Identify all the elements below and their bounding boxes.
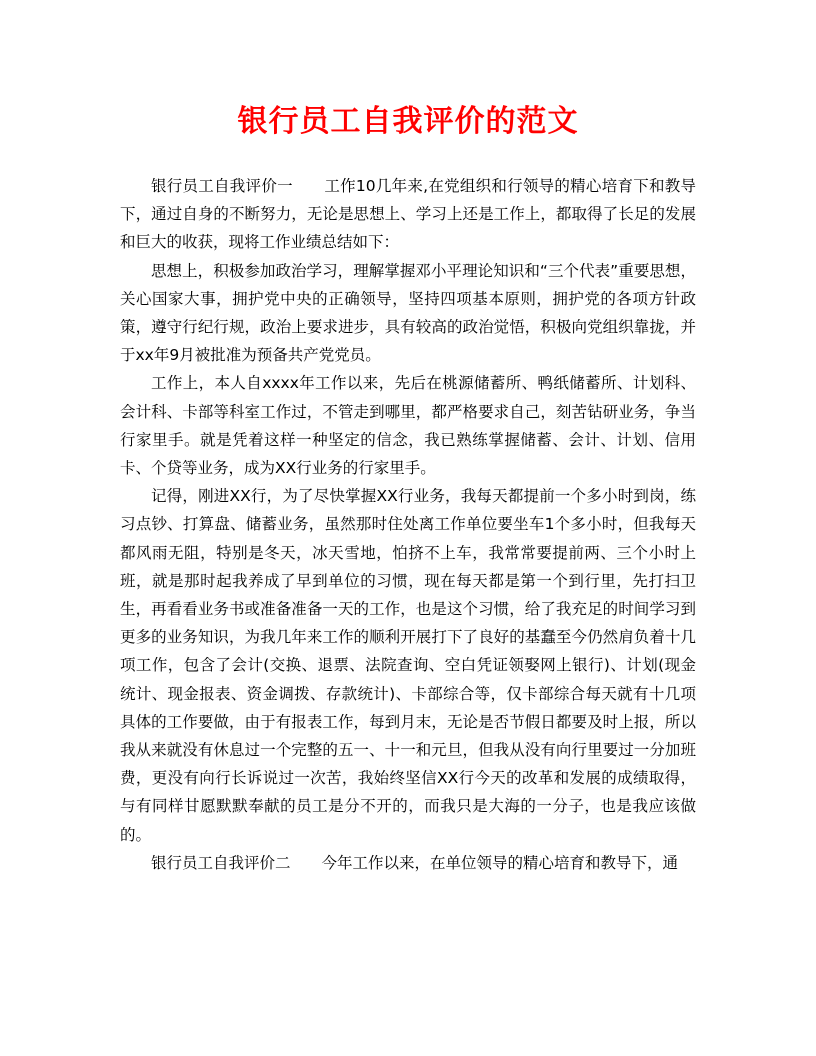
- paragraph-intro-1: 银行员工自我评价一 工作10几年来,在党组织和行领导的精心培育下和教导下，通过自身的不断努力，无论是思想上、学习上还是工作上，都取得了长足的发展和巨大的收获，现将工作业绩总结如下：: [120, 177, 696, 252]
- document-title: 银行员工自我评价的范文: [237, 104, 579, 139]
- paragraph-intro-2: 银行员工自我评价二 今年工作以来，在单位领导的精心培育和教导下，通: [151, 853, 679, 872]
- paragraph-work: 工作上，本人自xxxx年工作以来，先后在桃源储蓄所、鸭纸储蓄所、计划科、会计科、卡部等科室工作过，不管走到哪里，都严格要求自己，刻苦钻研业务，争当行家里手。就是凭着这样一种坚定的信念，我已熟练掌握储蓄、会计、计划、信用卡、个贷等业务，成为XX行业务的行家里手。: [120, 374, 696, 478]
- paragraph-memory: 记得，刚进XX行，为了尽快掌握XX行业务，我每天都提前一个多小时到岗，练习点钞、打算盘、储蓄业务，虽然那时住处离工作单位要坐车1个多小时，但我每天都风雨无阻，特别是冬天，冰天雪地，怕挤不上车，我常常要提前两、三个小时上班，就是那时起我养成了早到单位的习惯，现在每天都是第一个到行里，先打扫卫生，再看看业务书或准备准备一天的工作，也是这个习惯，给了我充足的时间学习到更多的业务知识，为我几年来工作的顺利开展打下了良好的基蠢至今仍然肩负着十几项工作，包含了会计(交换、退票、法院查询、空白凭证领娶网上银行)、计划(现金统计、现金报表、资金调拨、存款统计)、卡部综合等，仅卡部综合每天就有十几项具体的工作要做，由于有报表工作，每到月末，无论是否节假日都要及时上报，所以我从来就没有休息过一个完整的五一、十一和元旦，但我从没有向行里要过一分加班费，更没有向行长诉说过一次苦，我始终坚信XX行今天的改革和发展的成绩取得，与有同样甘愿默默奉献的员工是分不开的，而我只是大海的一分子，也是我应该做的。: [120, 487, 696, 844]
- document-body: [120, 172, 696, 877]
- paragraph-ideology: 思想上，积极参加政治学习，理解掌握邓小平理论知识和“三个代表”重要思想，关心国家大事，拥护党中央的正确领导，坚持四项基本原则，拥护党的各项方针政策，遵守行纪行规，政治上要求进步，具有较高的政治觉悟，积极向党组织靠拢，并于xx年9月被批准为预备共产党党员。: [120, 261, 696, 365]
